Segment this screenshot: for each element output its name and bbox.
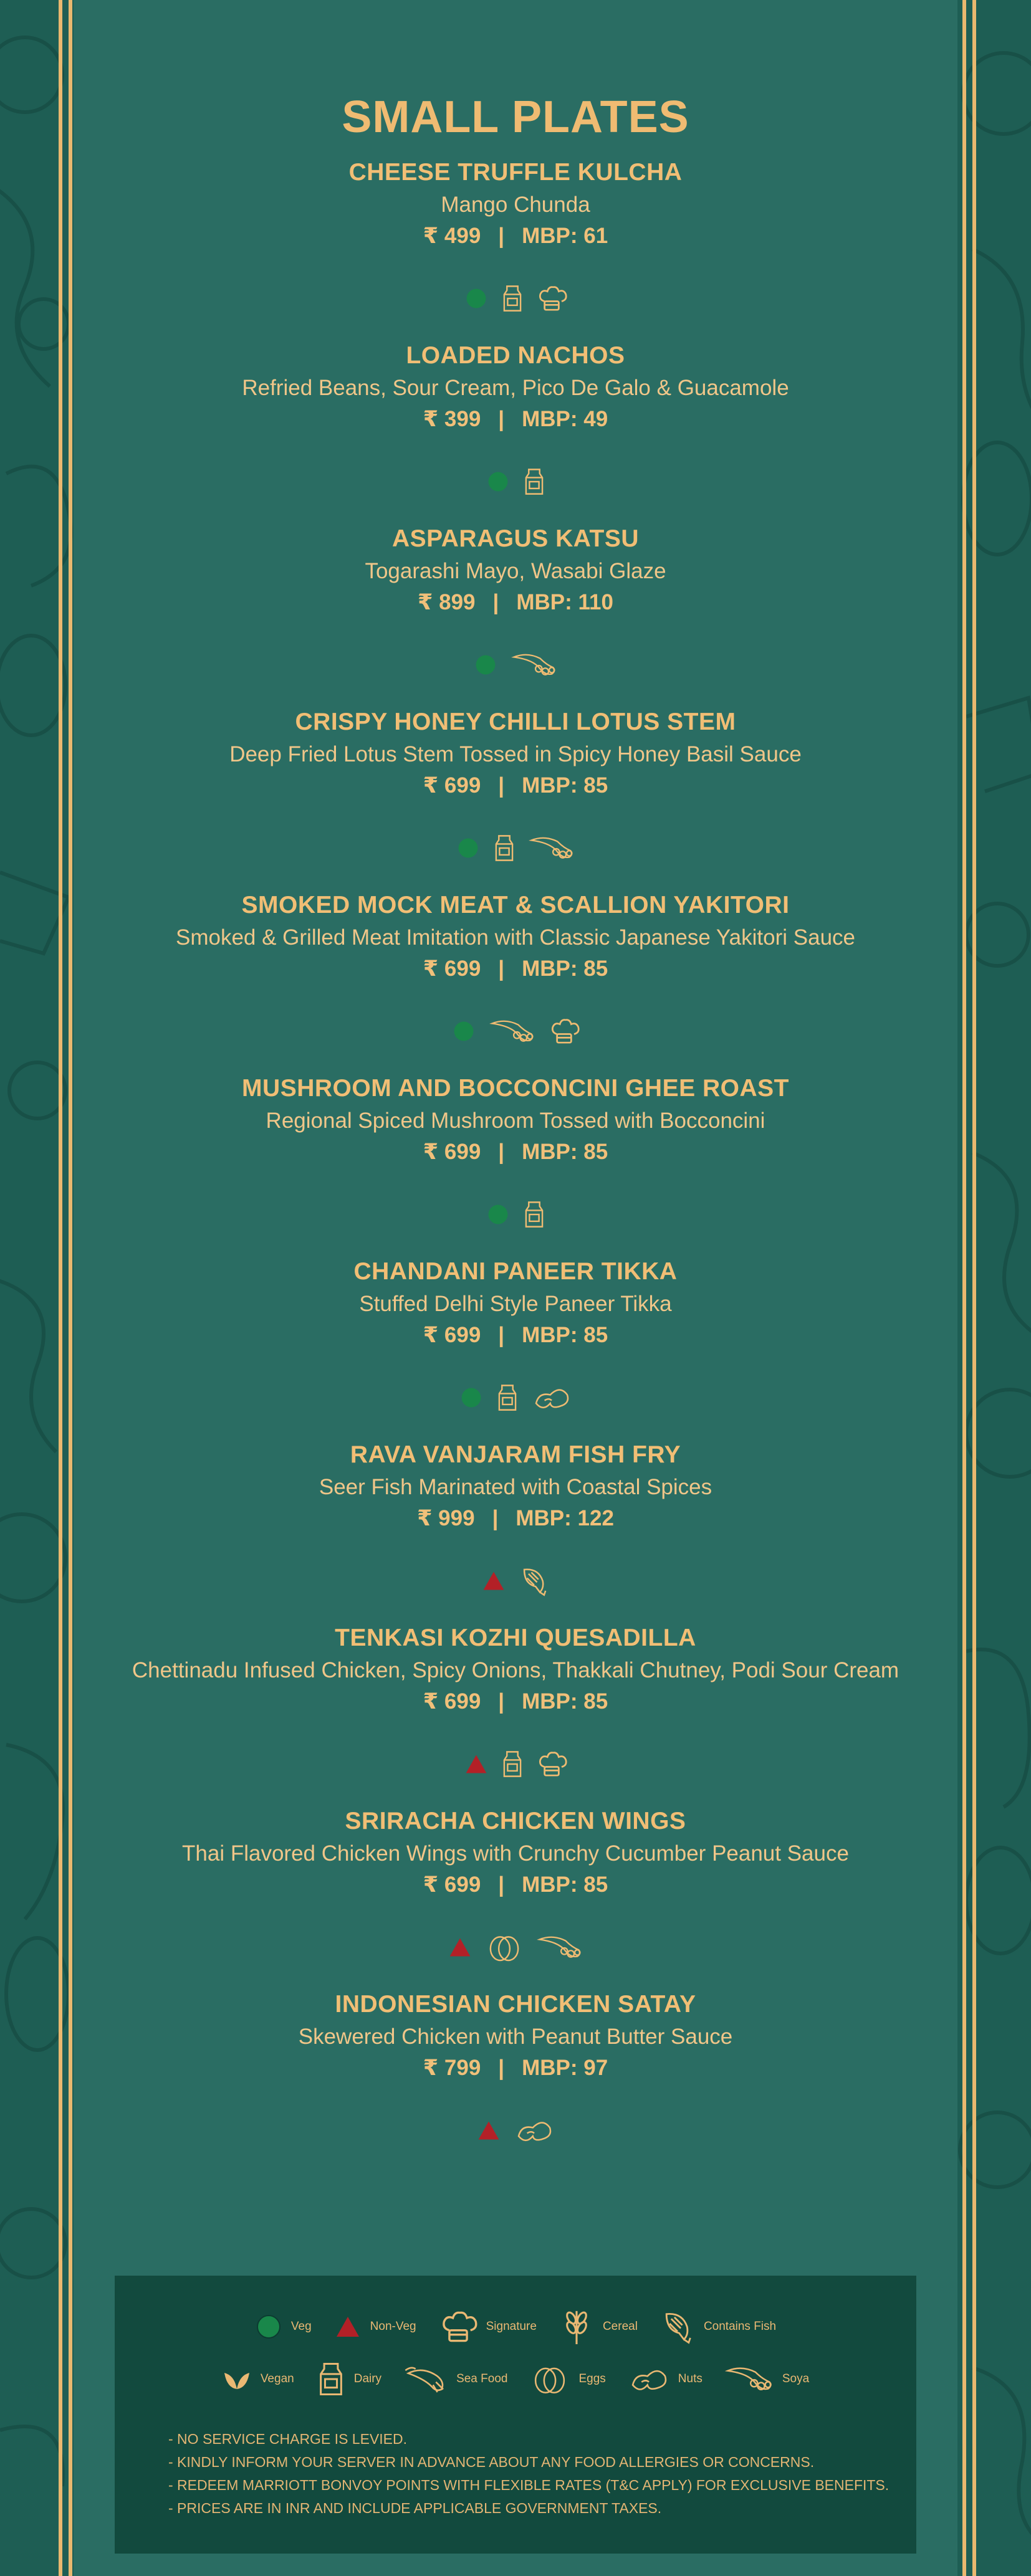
border-line-left-outer xyxy=(59,0,62,2576)
veg-icon xyxy=(486,1202,511,1227)
item-description: Thai Flavored Chicken Wings with Crunchy Cucumber Peanut Sauce xyxy=(182,1841,849,1866)
legend-soya-label: Soya xyxy=(782,2372,810,2385)
note-item: - REDEEM MARRIOTT BONVOY POINTS WITH FLEXIBLE RATES (T&C APPLY) FOR EXCLUSIVE BENEFITS. xyxy=(168,2477,890,2493)
price-separator: | xyxy=(498,407,505,431)
dairy-icon xyxy=(501,1749,524,1779)
currency-symbol: ₹ xyxy=(423,2056,439,2080)
item-mbp: MBP: 85 xyxy=(522,1689,608,1714)
non-veg-icon xyxy=(334,2313,362,2340)
veg-icon xyxy=(456,836,481,861)
item-price-line xyxy=(74,1503,957,1534)
fish-icon xyxy=(519,1565,550,1596)
item-mbp: MBP: 110 xyxy=(516,590,613,614)
notes-list xyxy=(168,2428,916,2520)
currency-symbol: ₹ xyxy=(417,1506,433,1530)
non-veg-icon xyxy=(481,1568,506,1593)
soya-icon xyxy=(489,1017,536,1046)
legend-sea-food xyxy=(404,2363,507,2395)
menu-item xyxy=(74,889,957,1072)
legend-eggs xyxy=(530,2362,605,2397)
item-description: Togarashi Mayo, Wasabi Glaze xyxy=(365,559,666,583)
currency-symbol: ₹ xyxy=(423,1689,439,1714)
item-name: CRISPY HONEY CHILLI LOTUS STEM xyxy=(295,708,736,735)
menu-item xyxy=(74,705,957,889)
item-name: CHANDANI PANEER TIKKA xyxy=(353,1258,678,1285)
dairy-icon xyxy=(493,833,516,863)
fish-icon xyxy=(660,2309,695,2344)
legend-contains-fish-label: Contains Fish xyxy=(703,2320,777,2333)
menu-content xyxy=(74,0,957,2171)
veg-icon xyxy=(473,652,498,677)
item-price: 699 xyxy=(444,1872,481,1897)
seafood-icon xyxy=(404,2363,448,2395)
menu-item xyxy=(74,1805,957,1988)
item-name: SRIRACHA CHICKEN WINGS xyxy=(345,1808,686,1834)
legend-veg xyxy=(255,2313,312,2340)
legend-row-1 xyxy=(115,2302,916,2352)
item-price: 799 xyxy=(444,2056,481,2080)
non-veg-icon xyxy=(476,2118,501,2143)
price-separator: | xyxy=(498,2056,505,2080)
currency-symbol: ₹ xyxy=(423,407,439,431)
veg-icon xyxy=(459,1385,484,1410)
legend-nuts-label: Nuts xyxy=(678,2372,703,2385)
currency-symbol: ₹ xyxy=(423,956,439,981)
item-mbp: MBP: 85 xyxy=(522,1140,608,1164)
price-separator: | xyxy=(498,224,505,248)
legend-signature xyxy=(439,2307,537,2346)
item-description: Smoked & Grilled Meat Imitation with Classic Japanese Yakitori Sauce xyxy=(175,925,856,950)
item-name: INDONESIAN CHICKEN SATAY xyxy=(335,1991,696,2018)
item-price-line xyxy=(74,221,957,252)
menu-item xyxy=(74,339,957,522)
item-price-line xyxy=(74,587,957,618)
veg-icon xyxy=(255,2313,282,2340)
legend-dairy-label: Dairy xyxy=(353,2372,382,2385)
item-mbp: MBP: 85 xyxy=(522,956,608,981)
item-description: Seer Fish Marinated with Coastal Spices xyxy=(319,1475,712,1499)
nuts-icon xyxy=(531,1382,572,1413)
item-price-line xyxy=(74,1869,957,1901)
note-item: - NO SERVICE CHARGE IS LEVIED. xyxy=(168,2431,408,2447)
currency-symbol: ₹ xyxy=(423,1140,439,1164)
menu-item xyxy=(74,1255,957,1438)
legend-eggs-label: Eggs xyxy=(578,2372,606,2385)
dairy-icon xyxy=(317,2360,345,2398)
item-price-line xyxy=(74,953,957,985)
menu-item xyxy=(74,1988,957,2171)
currency-symbol: ₹ xyxy=(423,224,439,248)
item-description: Chettinadu Infused Chicken, Spicy Onions, Thakkali Chutney, Podi Sour Cream xyxy=(132,1658,899,1682)
dairy-icon xyxy=(523,1200,545,1229)
item-name: RAVA VANJARAM FISH FRY xyxy=(350,1441,681,1468)
item-name: ASPARAGUS KATSU xyxy=(391,525,640,552)
item-name: TENKASI KOZHI QUESADILLA xyxy=(335,1624,696,1651)
signature-icon xyxy=(536,283,567,314)
item-description: Skewered Chicken with Peanut Butter Sauce xyxy=(298,2025,733,2049)
note-item: - PRICES ARE IN INR AND INCLUDE APPLICABLE GOVERNMENT TAXES. xyxy=(168,2500,662,2516)
dairy-icon xyxy=(501,284,524,313)
menu-items xyxy=(74,156,957,2171)
item-mbp: MBP: 85 xyxy=(522,773,608,798)
item-description: Deep Fried Lotus Stem Tossed in Spicy Honey Basil Sauce xyxy=(229,742,802,766)
item-name: MUSHROOM AND BOCCONCINI GHEE ROAST xyxy=(242,1075,789,1102)
item-price: 699 xyxy=(444,1689,481,1714)
signature-icon xyxy=(536,1748,567,1780)
legend-vegan xyxy=(222,2367,294,2392)
item-mbp: MBP: 122 xyxy=(516,1506,614,1530)
legend-cereal xyxy=(559,2307,638,2346)
menu-item xyxy=(74,1621,957,1805)
item-dietary-icons xyxy=(74,1009,957,1053)
price-separator: | xyxy=(498,773,505,798)
item-price: 699 xyxy=(444,773,481,798)
item-description: Regional Spiced Mushroom Tossed with Bocconcini xyxy=(266,1109,765,1133)
dairy-icon xyxy=(523,467,545,497)
item-mbp: MBP: 85 xyxy=(522,1872,608,1897)
legend-contains-fish xyxy=(660,2309,776,2344)
item-price: 699 xyxy=(444,956,481,981)
legend-dairy xyxy=(317,2360,381,2398)
legend-veg-label: Veg xyxy=(290,2320,312,2333)
menu-item xyxy=(74,1072,957,1255)
menu-item xyxy=(74,522,957,705)
border-line-right-outer xyxy=(972,0,976,2576)
legend-sea-food-label: Sea Food xyxy=(456,2372,508,2385)
item-description: Stuffed Delhi Style Paneer Tikka xyxy=(359,1292,672,1316)
signature-icon xyxy=(439,2307,477,2346)
item-price: 699 xyxy=(444,1323,481,1347)
soya-icon xyxy=(725,2364,774,2395)
item-mbp: MBP: 49 xyxy=(522,407,608,431)
menu-item xyxy=(74,156,957,339)
legend-signature-label: Signature xyxy=(486,2320,537,2333)
item-dietary-icons xyxy=(74,1559,957,1603)
nuts-icon xyxy=(514,2115,555,2146)
item-price-line xyxy=(74,2053,957,2084)
item-price: 399 xyxy=(444,407,481,431)
price-separator: | xyxy=(498,1323,505,1347)
item-dietary-icons xyxy=(74,460,957,503)
item-dietary-icons xyxy=(74,1193,957,1236)
item-price: 899 xyxy=(439,590,476,614)
item-description: Refried Beans, Sour Cream, Pico De Galo & Guacamole xyxy=(242,376,789,400)
item-dietary-icons xyxy=(74,643,957,687)
veg-icon xyxy=(451,1019,476,1044)
item-price-line xyxy=(74,1686,957,1717)
dietary-legend xyxy=(115,2276,916,2554)
cereal-icon xyxy=(559,2307,594,2346)
item-price: 699 xyxy=(444,1140,481,1164)
dairy-icon xyxy=(496,1383,519,1413)
item-name: CHEESE TRUFFLE KULCHA xyxy=(348,159,683,186)
price-separator: | xyxy=(492,590,499,614)
item-price-line xyxy=(74,1137,957,1168)
veg-icon xyxy=(486,469,511,494)
currency-symbol: ₹ xyxy=(418,590,433,614)
price-separator: | xyxy=(498,956,505,981)
soya-icon xyxy=(511,651,558,679)
price-separator: | xyxy=(498,1689,505,1714)
currency-symbol: ₹ xyxy=(423,1872,439,1897)
eggs-icon xyxy=(485,1932,524,1963)
vegan-icon xyxy=(222,2367,252,2392)
legend-non-veg-label: Non-Veg xyxy=(370,2320,416,2333)
menu-item xyxy=(74,1438,957,1621)
item-dietary-icons xyxy=(74,1925,957,1969)
nuts-icon xyxy=(628,2362,669,2396)
soya-icon xyxy=(528,834,575,862)
item-dietary-icons xyxy=(74,1376,957,1419)
non-veg-icon xyxy=(448,1935,472,1960)
item-price-line xyxy=(74,1320,957,1351)
item-name: LOADED NACHOS xyxy=(406,342,625,369)
note-item: - KINDLY INFORM YOUR SERVER IN ADVANCE ABOUT ANY FOOD ALLERGIES OR CONCERNS. xyxy=(168,2454,815,2470)
legend-vegan-label: Vegan xyxy=(260,2372,294,2385)
item-name: SMOKED MOCK MEAT & SCALLION YAKITORI xyxy=(241,892,790,918)
legend-row-2 xyxy=(115,2354,916,2404)
legend-non-veg xyxy=(334,2313,416,2340)
non-veg-icon xyxy=(464,1752,489,1777)
price-separator: | xyxy=(498,1140,505,1164)
item-price-line xyxy=(74,770,957,801)
item-dietary-icons xyxy=(74,2109,957,2152)
currency-symbol: ₹ xyxy=(423,1323,439,1347)
section-title: SMALL PLATES xyxy=(342,92,689,142)
legend-cereal-label: Cereal xyxy=(602,2320,638,2333)
item-dietary-icons xyxy=(74,826,957,870)
item-mbp: MBP: 61 xyxy=(522,224,608,248)
price-separator: | xyxy=(492,1506,499,1530)
item-mbp: MBP: 97 xyxy=(522,2056,608,2080)
item-price-line xyxy=(74,404,957,435)
signature-icon xyxy=(549,1016,580,1047)
item-price: 499 xyxy=(444,224,481,248)
currency-symbol: ₹ xyxy=(423,773,439,798)
item-price: 999 xyxy=(438,1506,475,1530)
veg-icon xyxy=(464,286,489,311)
soya-icon xyxy=(536,1933,583,1962)
item-dietary-icons xyxy=(74,277,957,320)
legend-nuts xyxy=(628,2362,703,2396)
item-description: Mango Chunda xyxy=(441,193,590,217)
legend-soya xyxy=(725,2364,809,2395)
price-separator: | xyxy=(498,1872,505,1897)
border-line-right-inner xyxy=(962,0,966,2576)
border-line-left-inner xyxy=(69,0,72,2576)
eggs-icon xyxy=(530,2362,570,2397)
item-mbp: MBP: 85 xyxy=(522,1323,608,1347)
item-dietary-icons xyxy=(74,1742,957,1786)
